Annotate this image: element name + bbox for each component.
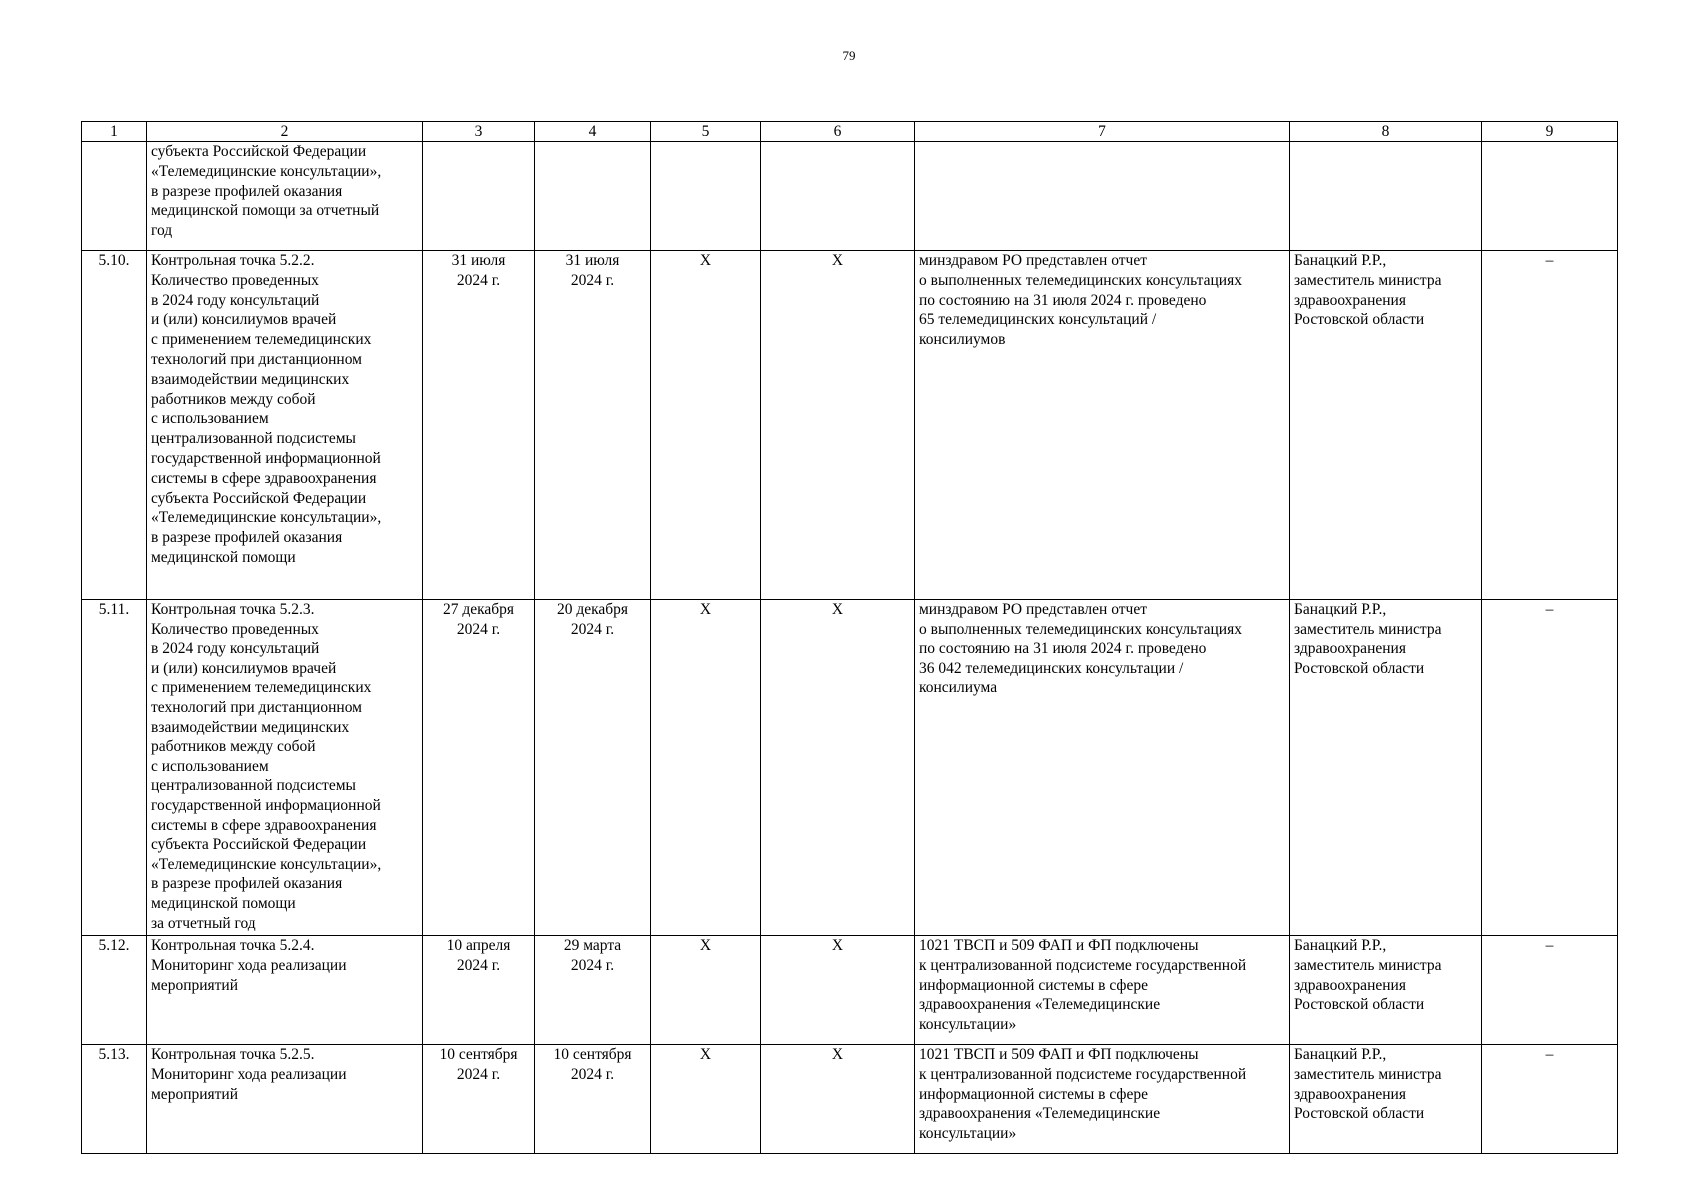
col9-cell: – [1482,600,1618,936]
result-cell: минздравом РО представлен отчет о выполненных телемедицинских консультациях по состоянию на 31 июля 2024 г. проведено 65 телемедицинских консультаций / консилиумов [915,251,1290,600]
responsible-cell: Банацкий Р.Р., заместитель министра здравоохранения Ростовской области [1290,600,1482,936]
table-row [82,600,1618,936]
row-number: 5.12. [82,936,147,1045]
col5-cell: X [651,1045,761,1154]
actual-date-cell: 29 марта 2024 г. [535,936,651,1045]
result-cell: минздравом РО представлен отчет о выполненных телемедицинских консультациях по состоянию на 31 июля 2024 г. проведено 36 042 телемедицинских консультации / консилиума [915,600,1290,936]
planned-date-cell: 31 июля 2024 г. [423,251,535,600]
column-header: 9 [1482,122,1618,142]
description-cell: субъекта Российской Федерации «Телемедицинские консультации», в разрезе профилей оказания медицинской помощи за отчетный год [147,142,423,251]
table-header-row [82,122,1618,142]
col6-cell: X [761,251,915,600]
col5-cell: X [651,600,761,936]
responsible-cell: Банацкий Р.Р., заместитель министра здравоохранения Ростовской области [1290,251,1482,600]
planned-date-cell [423,142,535,251]
actual-date-cell: 10 сентября 2024 г. [535,1045,651,1154]
col9-cell [1482,142,1618,251]
column-header: 6 [761,122,915,142]
responsible-cell: Банацкий Р.Р., заместитель министра здравоохранения Ростовской области [1290,1045,1482,1154]
actual-date-cell: 20 декабря 2024 г. [535,600,651,936]
page-number: 79 [842,48,856,63]
result-cell: 1021 ТВСП и 509 ФАП и ФП подключены к централизованной подсистеме государственной информационной системы в сфере здравоохранения «Телемедицинские консультации» [915,1045,1290,1154]
col9-cell: – [1482,1045,1618,1154]
column-header: 4 [535,122,651,142]
col6-cell: X [761,1045,915,1154]
table-row [82,936,1618,1045]
description-cell: Контрольная точка 5.2.4. Мониторинг хода реализации мероприятий [147,936,423,1045]
description-cell: Контрольная точка 5.2.5. Мониторинг хода реализации мероприятий [147,1045,423,1154]
control-points-table [81,121,1618,1154]
column-header: 8 [1290,122,1482,142]
row-number: 5.10. [82,251,147,600]
col6-cell: X [761,936,915,1045]
col9-cell: – [1482,251,1618,600]
planned-date-cell: 27 декабря 2024 г. [423,600,535,936]
column-header: 7 [915,122,1290,142]
column-header: 3 [423,122,535,142]
planned-date-cell: 10 сентября 2024 г. [423,1045,535,1154]
responsible-cell: Банацкий Р.Р., заместитель министра здравоохранения Ростовской области [1290,936,1482,1045]
column-header: 2 [147,122,423,142]
col6-cell [761,142,915,251]
result-cell: 1021 ТВСП и 509 ФАП и ФП подключены к централизованной подсистеме государственной информационной системы в сфере здравоохранения «Телемедицинские консультации» [915,936,1290,1045]
column-header: 5 [651,122,761,142]
description-cell: Контрольная точка 5.2.3. Количество проведенных в 2024 году консультаций и (или) консилиумов врачей с применением телемедицинских технологий при дистанционном взаимодействии медицинских работников между собой с использованием централизованной подсистемы государственной информационной системы в сфере здравоохранения субъекта Российской Федерации «Телемедицинские консультации», в разрезе профилей оказания медицинской помощи за отчетный год [147,600,423,936]
table-row [82,251,1618,600]
row-number: 5.11. [82,600,147,936]
planned-date-cell: 10 апреля 2024 г. [423,936,535,1045]
result-cell [915,142,1290,251]
responsible-cell [1290,142,1482,251]
table-row [82,1045,1618,1154]
col5-cell: X [651,936,761,1045]
col6-cell: X [761,600,915,936]
row-number: 5.13. [82,1045,147,1154]
description-cell: Контрольная точка 5.2.2. Количество проведенных в 2024 году консультаций и (или) консилиумов врачей с применением телемедицинских технологий при дистанционном взаимодействии медицинских работников между собой с использованием централизованной подсистемы государственной информационной системы в сфере здравоохранения субъекта Российской Федерации «Телемедицинские консультации», в разрезе профилей оказания медицинской помощи [147,251,423,600]
col5-cell: X [651,251,761,600]
col9-cell: – [1482,936,1618,1045]
actual-date-cell [535,142,651,251]
column-header: 1 [82,122,147,142]
table-row [82,142,1618,251]
actual-date-cell: 31 июля 2024 г. [535,251,651,600]
col5-cell [651,142,761,251]
row-number [82,142,147,251]
